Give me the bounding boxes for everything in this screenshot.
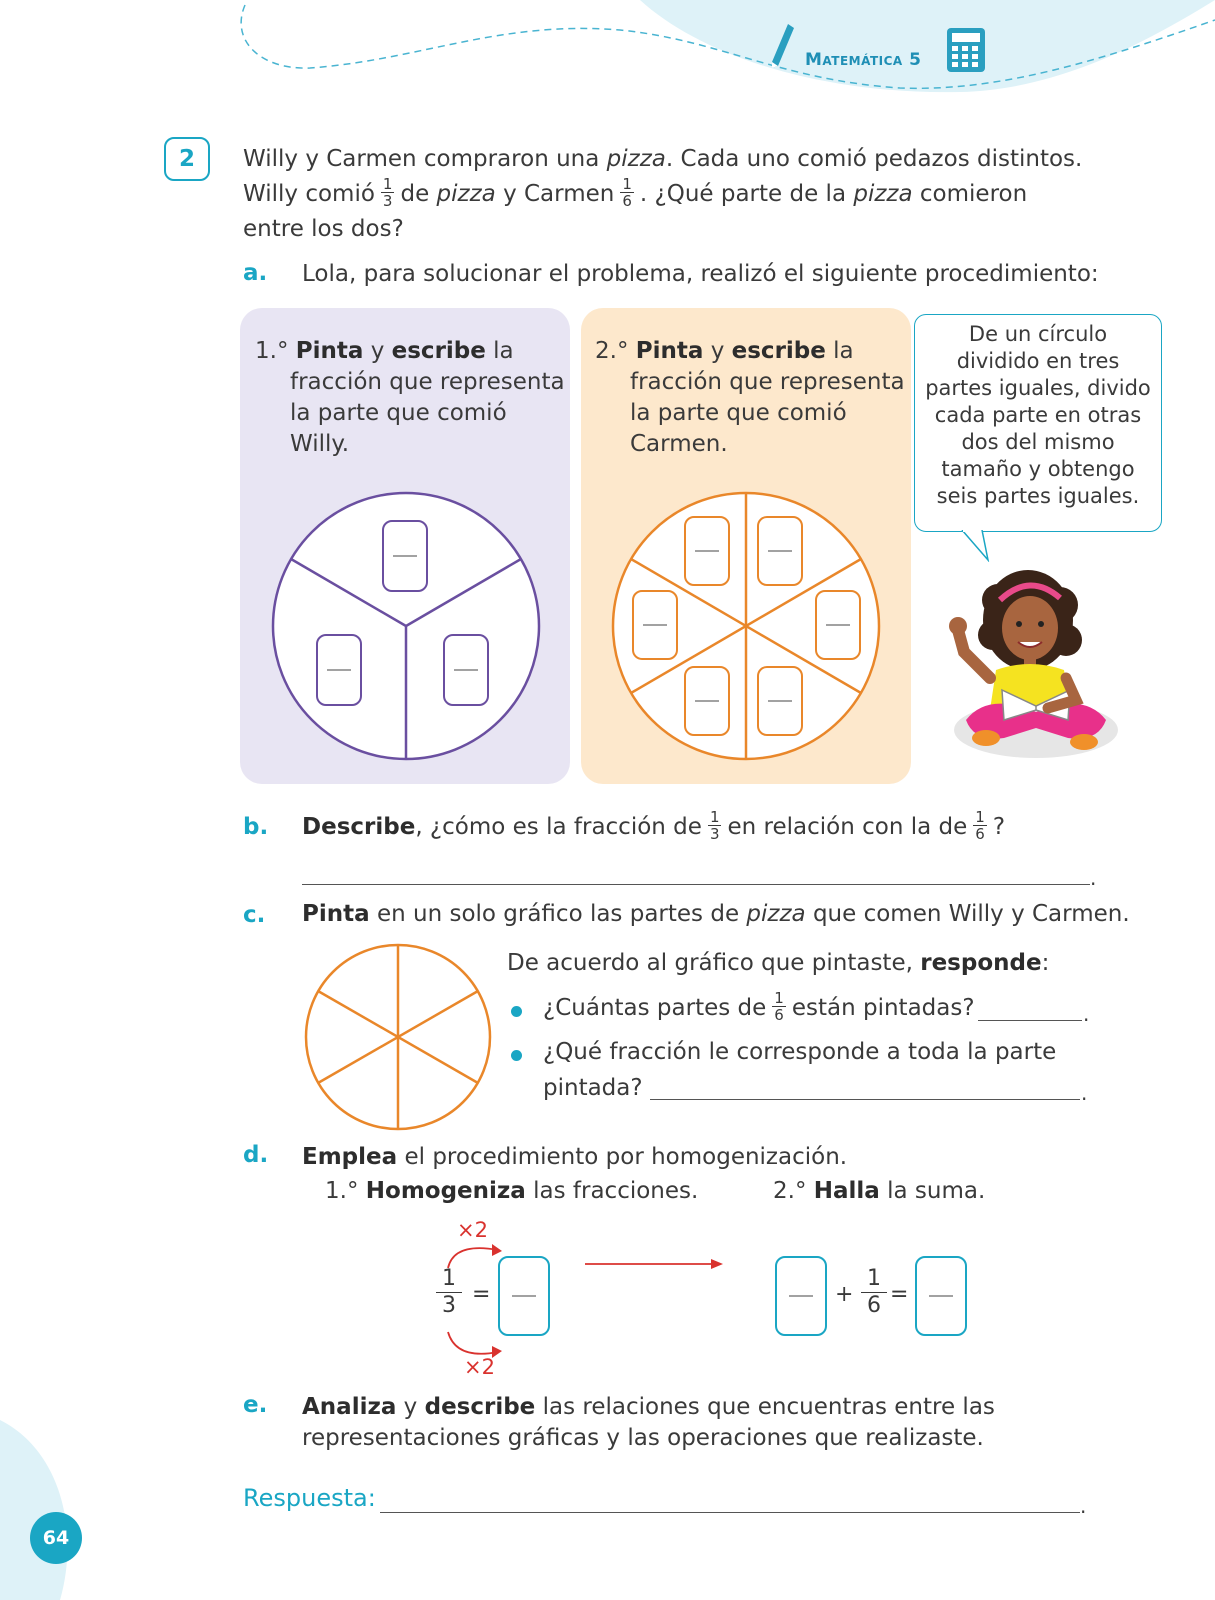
problem-line-2: Willy comió $\frac{1}{3}$ de pizza y Carmen $\frac{1}{6}$ . ¿Qué parte de la pizza comieron [243, 175, 1028, 210]
fraction-box-homogenized[interactable] [498, 1256, 550, 1336]
part-b-letter: b. [243, 814, 269, 840]
fraction-willy: $\frac{1}{3}$ [382, 175, 393, 210]
part-c-answer-line-2[interactable] [650, 1099, 1080, 1100]
part-b-fraction-1: $\frac{1}{3}$ [709, 808, 720, 843]
part-d-text: Emplea el procedimiento por homogenización. [302, 1144, 848, 1170]
fraction-box-carmen-4[interactable] [815, 590, 861, 660]
fraction-box-carmen-6[interactable] [757, 666, 803, 736]
header-decoration [0, 0, 1215, 110]
bullet-2 [511, 1050, 522, 1061]
part-c-intro: De acuerdo al gráfico que pintaste, responde: [507, 950, 1050, 976]
page-number-badge [30, 1512, 82, 1564]
part-e-line-1: Analiza y describe las relaciones que encuentras entre las [302, 1394, 995, 1420]
fraction-box-sum-1[interactable] [775, 1256, 827, 1336]
fraction-box-carmen-2[interactable] [757, 516, 803, 586]
page-number: 64 [42, 1527, 70, 1549]
part-c-answer-line-1[interactable] [978, 1020, 1082, 1021]
part-d-letter: d. [243, 1142, 269, 1168]
fraction-box-willy-3[interactable] [443, 634, 489, 706]
fraction-box-willy-1[interactable] [382, 520, 428, 592]
part-c-question-1: ¿Cuántas partes de $\frac{1}{6}$ están pintadas? [543, 989, 975, 1024]
problem-number-badge [164, 137, 210, 181]
part-b-answer-line[interactable] [302, 884, 1090, 885]
answer-label: Respuesta: [243, 1484, 376, 1512]
fraction-one-third: 1 3 [436, 1266, 462, 1319]
corner-decoration [0, 1420, 80, 1600]
equals-sign-2: = [890, 1282, 909, 1307]
problem-line-1: Willy y Carmen compraron una pizza. Cada uno comió pedazos distintos. [243, 146, 1083, 172]
answer-line[interactable] [380, 1512, 1080, 1513]
part-b-text: Describe, ¿cómo es la fracción de $\frac{1}{3}$ en relación con la de $\frac{1}{6}$ ? [302, 808, 1006, 843]
girl-reading-illustration [948, 560, 1118, 770]
multiplier-top: ×2 [457, 1218, 488, 1242]
part-c-period-1: . [1083, 1002, 1090, 1026]
fraction-box-willy-2[interactable] [316, 634, 362, 706]
calculator-icon [945, 26, 987, 78]
part-d-step-2: 2.° Halla la suma. [773, 1178, 986, 1204]
equals-sign-1: = [472, 1282, 491, 1307]
header-subject: Matemática 5 [805, 50, 922, 70]
part-c-fraction: $\frac{1}{6}$ [774, 989, 784, 1024]
fraction-box-carmen-1[interactable] [684, 516, 730, 586]
fraction-carmen: $\frac{1}{6}$ [622, 175, 632, 210]
part-b-period: . [1090, 866, 1097, 890]
part-d-step-1: 1.° Homogeniza las fracciones. [325, 1178, 699, 1204]
part-a-letter: a. [243, 260, 268, 286]
multiplier-bottom: ×2 [464, 1355, 495, 1379]
speech-bubble-tail [960, 530, 1000, 562]
card-carmen-text: 2.° Pinta y escribe la fracción que representa la parte que comió Carmen. [595, 338, 905, 457]
pizza-combined-circle [303, 942, 493, 1132]
part-e-letter: e. [243, 1392, 268, 1418]
answer-period: . [1080, 1494, 1087, 1518]
arrow-right [585, 1256, 725, 1272]
pencil-icon [770, 22, 796, 74]
part-c-question-2-line-2: pintada? [543, 1075, 643, 1101]
problem-line-3: entre los dos? [243, 216, 404, 242]
plus-sign: + [835, 1282, 854, 1307]
card-willy-text: 1.° Pinta y escribe la fracción que representa la parte que comió Willy. [255, 338, 565, 457]
speech-bubble: De un círculo dividido en tres partes iguales, divido cada parte en otras dos del mismo tamaño y obtengo seis partes iguales. [914, 314, 1162, 532]
part-c-text: Pinta en un solo gráfico las partes de pizza que comen Willy y Carmen. [302, 901, 1130, 927]
part-e-line-2: representaciones gráficas y las operaciones que realizaste. [302, 1425, 984, 1451]
part-b-fraction-2: $\frac{1}{6}$ [975, 808, 985, 843]
bullet-1 [511, 1006, 522, 1017]
part-c-question-2-line-1: ¿Qué fracción le corresponde a toda la parte [543, 1039, 1057, 1065]
part-c-letter: c. [243, 902, 266, 928]
fraction-box-carmen-3[interactable] [632, 590, 678, 660]
part-c-period-2: . [1081, 1081, 1088, 1105]
fraction-one-sixth: 1 6 [861, 1266, 887, 1319]
fraction-box-carmen-5[interactable] [684, 666, 730, 736]
part-a-text: Lola, para solucionar el problema, realizó el siguiente procedimiento: [302, 261, 1099, 287]
problem-number: 2 [178, 146, 195, 172]
fraction-box-sum-result[interactable] [915, 1256, 967, 1336]
